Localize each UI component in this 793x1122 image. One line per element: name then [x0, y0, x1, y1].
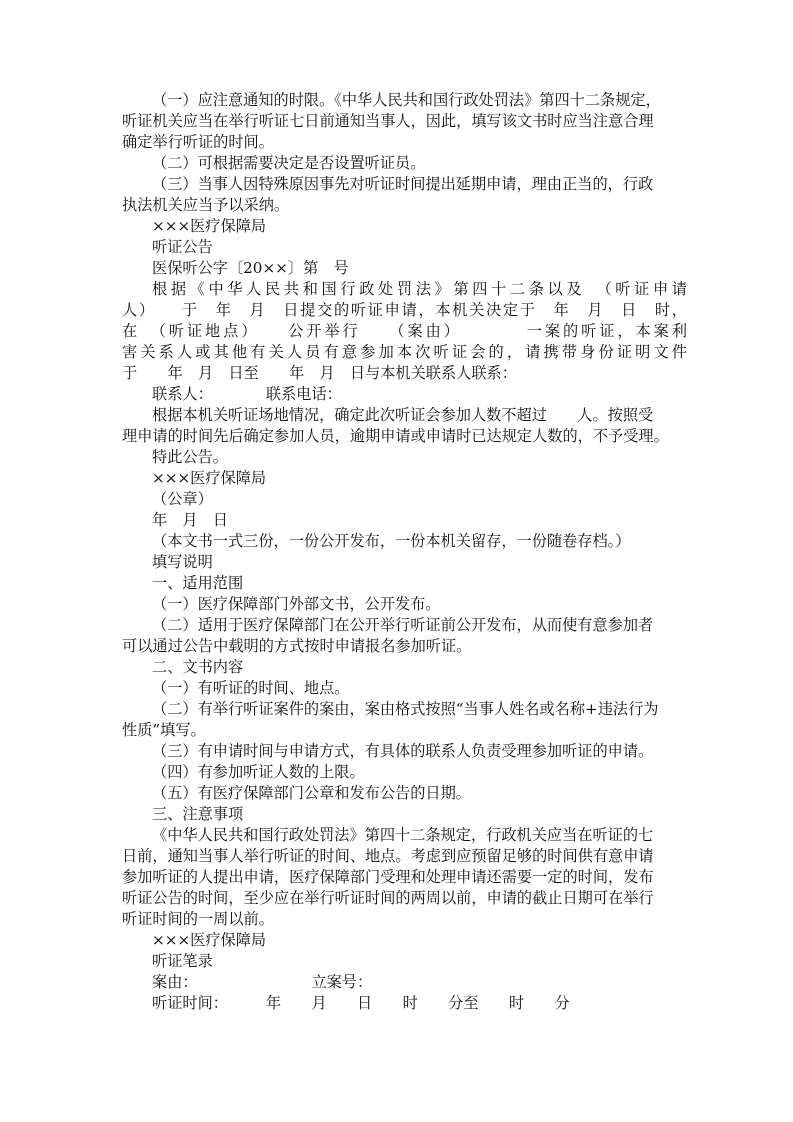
text-line: （五）有医疗保障部门公章和发布公告的日期。 [152, 784, 471, 802]
text-line: （二）有举行听证案件的案由，案由格式按照“当事人姓名或名称+违法行为 [152, 700, 659, 718]
text-line: 参加听证的人提出申请，医疗保障部门受理和处理申请还需要一定的时间，发布 [122, 868, 654, 886]
text-line: ×××医疗保障局 [152, 217, 267, 235]
text-line: 填写说明 [152, 553, 213, 571]
text-line: 医保听公字〔20××〕第 号 [152, 259, 349, 277]
text-line: 二、文书内容 [152, 658, 244, 676]
text-line: ×××医疗保障局 [152, 469, 267, 487]
text-line: 听证公告的时间，至少应在举行听证时间的两周以前，申请的截止日期可在举行 [122, 889, 654, 907]
text-line: 听证笔录 [152, 952, 213, 970]
text-line: （公章） [152, 490, 213, 508]
text-line: 执法机关应当予以采纳。 [122, 196, 290, 214]
text-line: 三、注意事项 [152, 805, 244, 823]
text-line: （一）应注意通知的时限。《中华人民共和国行政处罚法》第四十二条规定， [152, 91, 661, 109]
text-line: 特此公告。 [152, 448, 228, 466]
text-line: 日前，通知当事人举行听证的时间、地点。考虑到应预留足够的时间供有意申请 [122, 847, 654, 865]
text-line: （一）医疗保障部门外部文书，公开发布。 [152, 595, 441, 613]
text-line: 案由： 立案号： [152, 973, 373, 991]
text-line: （一）有听证的时间、地点。 [152, 679, 350, 697]
text-line: 听证机关应当在举行听证七日前通知当事人，因此，填写该文书时应当注意合理 [122, 112, 654, 130]
text-line: （三）有申请时间与申请方式，有具体的联系人负责受理参加听证的申请。 [152, 742, 654, 760]
text-line: （二）可根据需要决定是否设置听证员。 [152, 154, 426, 172]
text-line: 于 年 月 日至 年 月 日与本机关联系人联系： [122, 364, 517, 382]
text-line: 理申请的时间先后确定参加人员，逾期申请或申请时已达规定人数的，不予受理。 [122, 427, 669, 445]
text-line: 在 （听证地点） 公开举行 （案由） 一案的听证，本案利 [122, 322, 687, 340]
text-line: 可以通过公告中载明的方式按时申请报名参加听证。 [122, 637, 472, 655]
text-line: （四）有参加听证人数的上限。 [152, 763, 365, 781]
text-line: 听证时间： 年 月 日 时 分至 时 分 [152, 994, 570, 1012]
text-line: 听证时间的一周以前。 [122, 910, 274, 928]
text-line: 听证公告 [152, 238, 213, 256]
text-line: 联系人： 联系电话： [152, 385, 342, 403]
text-line: 根据本机关听证场地情况，确定此次听证会参加人数不超过 人。按照受 [152, 406, 654, 424]
text-line: （三）当事人因特殊原因事先对听证时间提出延期申请，理由正当的，行政 [152, 175, 654, 193]
text-line: （二）适用于医疗保障部门在公开举行听证前公开发布，从而使有意参加者 [152, 616, 654, 634]
text-line: 一、适用范围 [152, 574, 244, 592]
text-line: 《中华人民共和国行政处罚法》第四十二条规定，行政机关应当在听证的七 [152, 826, 654, 844]
document-page [122, 90, 687, 1014]
text-line: ×××医疗保障局 [152, 931, 267, 949]
text-line: 人） 于 年 月 日提交的听证申请，本机关决定于 年 月 日 时， [122, 301, 687, 319]
text-line: 根据《中华人民共和国行政处罚法》第四十二条以及 （听证申请 [152, 280, 687, 298]
text-line: 确定举行听证的时间。 [122, 133, 274, 151]
text-line: 害关系人或其他有关人员有意参加本次听证会的，请携带身份证明文件 [122, 343, 687, 361]
text-line: （本文书一式三份，一份公开发布，一份本机关留存，一份随卷存档。） [152, 532, 631, 550]
text-line: 性质”填写。 [122, 721, 206, 739]
text-line: 年 月 日 [152, 511, 228, 529]
